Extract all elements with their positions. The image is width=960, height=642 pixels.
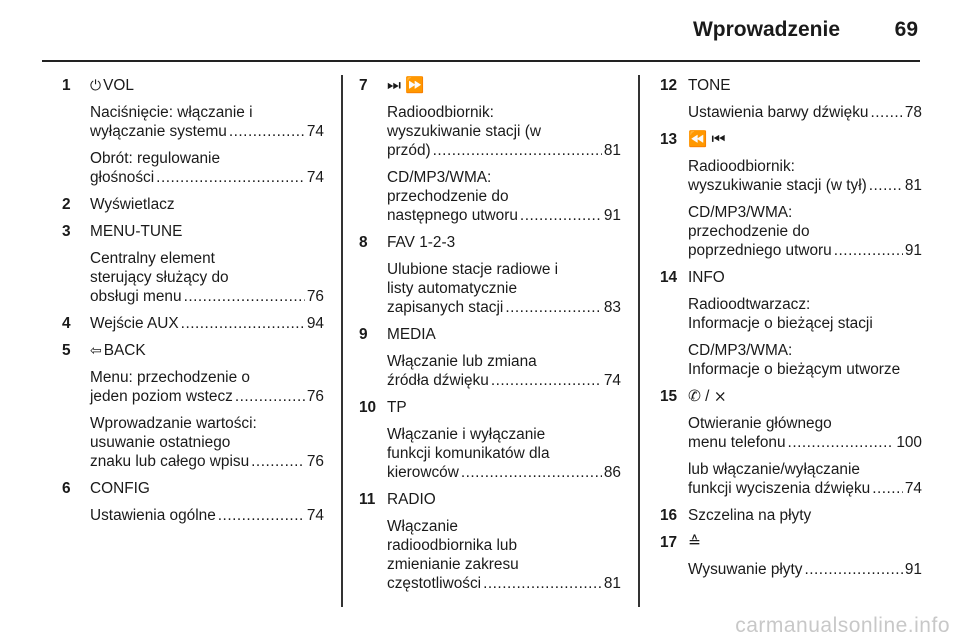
leader-dots [218, 506, 305, 525]
entry-number: 6 [62, 480, 71, 497]
description-line: Radioodtwarzacz: [688, 296, 811, 313]
toc-entry [660, 506, 922, 525]
toc-entry [359, 233, 621, 317]
page-ref: 86 [603, 464, 621, 481]
entry-label: RADIO [387, 491, 436, 508]
entry-description [387, 168, 621, 225]
toc-line [90, 122, 324, 141]
column-divider-1 [341, 75, 343, 607]
description-line: sterujący służący do [90, 269, 229, 286]
leader-dots [156, 168, 305, 187]
page-ref: 81 [603, 575, 621, 592]
description-line: Informacje o bieżącym utworze [688, 361, 901, 378]
toc-entry [62, 314, 324, 333]
entry-heading [688, 506, 922, 525]
page-ref: 74 [306, 507, 324, 524]
leader-dots [181, 314, 305, 333]
description-line: Menu: przechodzenie o [90, 369, 250, 386]
leader-dots [491, 371, 602, 390]
entry-label: VOL [103, 77, 134, 94]
description-line: Radioodbiornik: [387, 104, 494, 121]
entry-number: 3 [62, 223, 71, 240]
entry-label: MENU-TUNE [90, 223, 183, 240]
entry-number: 16 [660, 507, 678, 524]
entry-description [387, 260, 621, 317]
entry-number: 8 [359, 234, 368, 251]
leader-dots [461, 463, 602, 482]
header-rule [42, 60, 920, 62]
toc-line [387, 463, 621, 482]
toc-text: kierowców [387, 464, 459, 481]
entry-label: Szczelina na płyty [688, 507, 812, 524]
entry-label: FAV 1-2-3 [387, 234, 456, 251]
entry-heading [688, 533, 922, 552]
toc-text: głośności [90, 169, 155, 186]
entry-heading [387, 76, 621, 95]
seek-backward-icon: ⏪ ⏮ [688, 131, 726, 148]
toc-entry [660, 130, 922, 260]
entry-description [688, 157, 922, 195]
page-ref: 76 [306, 388, 324, 405]
entry-label: Wyświetlacz [90, 196, 175, 213]
description-line: listy automatycznie [387, 280, 518, 297]
entry-label: CONFIG [90, 480, 150, 497]
description-line: funkcji komunikatów dla [387, 445, 550, 462]
toc-text: wyszukiwanie stacji (w tył) [688, 177, 867, 194]
entry-description [387, 517, 621, 593]
leader-dots [229, 122, 305, 141]
leader-dots [869, 176, 903, 195]
toc-entry [359, 490, 621, 593]
leader-dots [235, 387, 305, 406]
toc-text: wyłączanie systemu [90, 123, 227, 140]
entry-heading [90, 341, 324, 360]
toc-text: przód) [387, 142, 431, 159]
description-line: wyszukiwanie stacji (w [387, 123, 541, 140]
leader-dots [483, 574, 602, 593]
toc-text: Wysuwanie płyty [688, 561, 803, 578]
eject-icon: ≙ [688, 534, 701, 551]
page-ref: 100 [896, 434, 922, 451]
seek-forward-icon: ⏭ ⏩ [387, 77, 425, 94]
entry-number: 9 [359, 326, 368, 343]
description-line: przechodzenie do [387, 188, 509, 205]
toc-entry [62, 222, 324, 306]
leader-dots [872, 479, 903, 498]
page-ref: 94 [306, 315, 324, 332]
leader-dots [251, 452, 305, 471]
entry-number: 12 [660, 77, 678, 94]
page-ref: 83 [603, 299, 621, 316]
entry-description [90, 368, 324, 406]
leader-dots [871, 103, 903, 122]
toc-text: obsługi menu [90, 288, 182, 305]
toc-entry [359, 325, 621, 390]
toc-entry [660, 533, 922, 579]
entry-heading [90, 479, 324, 498]
entry-label: TONE [688, 77, 731, 94]
entry-number: 11 [359, 491, 376, 508]
column-divider-2 [638, 75, 640, 607]
entry-number: 2 [62, 196, 71, 213]
entry-number: 10 [359, 399, 377, 416]
description-line: CD/MP3/WMA: [688, 204, 793, 221]
toc-line [387, 574, 621, 593]
column-1 [62, 76, 324, 525]
entry-number: 15 [660, 388, 678, 405]
description-line: Naciśnięcie: włączanie i [90, 104, 253, 121]
watermark: carmanualsonline.info [735, 614, 950, 637]
toc-entry [660, 387, 922, 498]
description-line: CD/MP3/WMA: [688, 342, 793, 359]
toc-line [90, 452, 324, 471]
entry-number: 4 [62, 315, 71, 332]
page-ref: 76 [306, 288, 324, 305]
entry-description [387, 103, 621, 160]
leader-dots [804, 560, 902, 579]
leader-dots [433, 141, 602, 160]
entry-heading [90, 222, 324, 241]
description-line: radioodbiornika lub [387, 537, 518, 554]
leader-dots [184, 287, 305, 306]
entry-number: 5 [62, 342, 71, 359]
leader-dots [834, 241, 903, 260]
back-arrow-icon: ⇦ [90, 342, 102, 358]
description-line: Radioodbiornik: [688, 158, 795, 175]
page-ref: 91 [904, 242, 922, 259]
leader-dots [505, 298, 602, 317]
column-2 [359, 76, 621, 593]
description-line: Obrót: regulowanie [90, 150, 221, 167]
entry-heading [387, 233, 621, 252]
toc-line [90, 168, 324, 187]
entry-heading [688, 130, 922, 149]
leader-dots [788, 433, 895, 452]
entry-description [688, 203, 922, 260]
page-ref: 81 [904, 177, 922, 194]
description-line: Włączanie i wyłączanie [387, 426, 546, 443]
toc-line [387, 298, 621, 317]
entry-label: Wejście AUX [90, 315, 179, 332]
toc-line [688, 176, 922, 195]
page-title: Wprowadzenie [692, 18, 840, 41]
entry-description [387, 425, 621, 482]
entry-label: MEDIA [387, 326, 436, 343]
page-ref: 74 [306, 123, 324, 140]
toc-line [90, 287, 324, 306]
toc-text: częstotliwości [387, 575, 482, 592]
entry-description [90, 506, 324, 525]
entry-description [90, 149, 324, 187]
toc-text: funkcji wyciszenia dźwięku [688, 480, 871, 497]
description-line: Centralny element [90, 250, 215, 267]
toc-line [688, 560, 922, 579]
toc-line [387, 206, 621, 225]
page-ref: 76 [306, 453, 324, 470]
toc-line [90, 387, 324, 406]
phone-mute-icon: ✆ / ⨯ [688, 388, 727, 405]
toc-line [387, 141, 621, 160]
entry-heading [90, 76, 324, 95]
description-line: CD/MP3/WMA: [387, 169, 492, 186]
page-ref: 74 [603, 372, 621, 389]
description-line: usuwanie ostatniego [90, 434, 231, 451]
toc-text: jeden poziom wstecz [90, 388, 233, 405]
toc-text: menu telefonu [688, 434, 786, 451]
entry-description [688, 341, 922, 379]
page-ref: 91 [904, 561, 922, 578]
entry-heading [688, 76, 922, 95]
toc-entry [62, 479, 324, 525]
entry-description [90, 414, 324, 471]
description-line: Włączanie [387, 518, 458, 535]
entry-heading [90, 314, 324, 333]
page-ref: 91 [603, 207, 621, 224]
power-icon: ⏻ [90, 77, 102, 93]
description-line: Włączanie lub zmiana [387, 353, 537, 370]
page-ref: 74 [904, 480, 922, 497]
entry-label: BACK [103, 342, 146, 359]
page-header [0, 0, 960, 62]
entry-heading [387, 490, 621, 509]
page-number: 69 [894, 18, 918, 41]
toc-text: zapisanych stacji [387, 299, 504, 316]
toc-text: poprzedniego utworu [688, 242, 832, 259]
entry-number: 14 [660, 269, 678, 286]
description-line: Informacje o bieżącej stacji [688, 315, 873, 332]
description-line: zmienianie zakresu [387, 556, 519, 573]
page-ref: 81 [603, 142, 621, 159]
entry-description [688, 460, 922, 498]
toc-text: znaku lub całego wpisu [90, 453, 250, 470]
toc-entry [62, 195, 324, 214]
toc-line [688, 433, 922, 452]
toc-text: źródła dźwięku [387, 372, 489, 389]
toc-entry [359, 398, 621, 482]
entry-description [90, 249, 324, 306]
toc-line [688, 479, 922, 498]
entry-number: 17 [660, 534, 678, 551]
toc-line [688, 241, 922, 260]
entry-heading [387, 398, 621, 417]
entry-number: 13 [660, 131, 678, 148]
toc-text: Ustawienia ogólne [90, 507, 216, 524]
description-line: Otwieranie głównego [688, 415, 832, 432]
entry-heading [387, 325, 621, 344]
description-line: Ulubione stacje radiowe i [387, 261, 559, 278]
toc-line [688, 103, 922, 122]
entry-number: 1 [62, 77, 71, 94]
toc-entry [62, 76, 324, 187]
toc-text: Ustawienia barwy dźwięku [688, 104, 869, 121]
entry-label: INFO [688, 269, 725, 286]
toc-entry [62, 341, 324, 471]
page-ref: 74 [306, 169, 324, 186]
entry-description [688, 295, 922, 333]
page-ref: 78 [904, 104, 922, 121]
entry-heading [688, 268, 922, 287]
toc-entry [359, 76, 621, 225]
entry-number: 7 [359, 77, 368, 94]
entry-description [90, 103, 324, 141]
toc-entry [660, 268, 922, 379]
toc-line [387, 371, 621, 390]
leader-dots [520, 206, 602, 225]
description-line: Wprowadzanie wartości: [90, 415, 257, 432]
entry-description [688, 103, 922, 122]
toc-line [90, 506, 324, 525]
description-line: lub włączanie/wyłączanie [688, 461, 860, 478]
toc-entry [660, 76, 922, 122]
entry-heading [688, 387, 922, 406]
entry-description [387, 352, 621, 390]
column-3 [660, 76, 922, 579]
entry-description [688, 560, 922, 579]
toc-text: następnego utworu [387, 207, 518, 224]
entry-description [688, 414, 922, 452]
entry-label: TP [387, 399, 407, 416]
entry-heading [90, 195, 324, 214]
description-line: przechodzenie do [688, 223, 810, 240]
